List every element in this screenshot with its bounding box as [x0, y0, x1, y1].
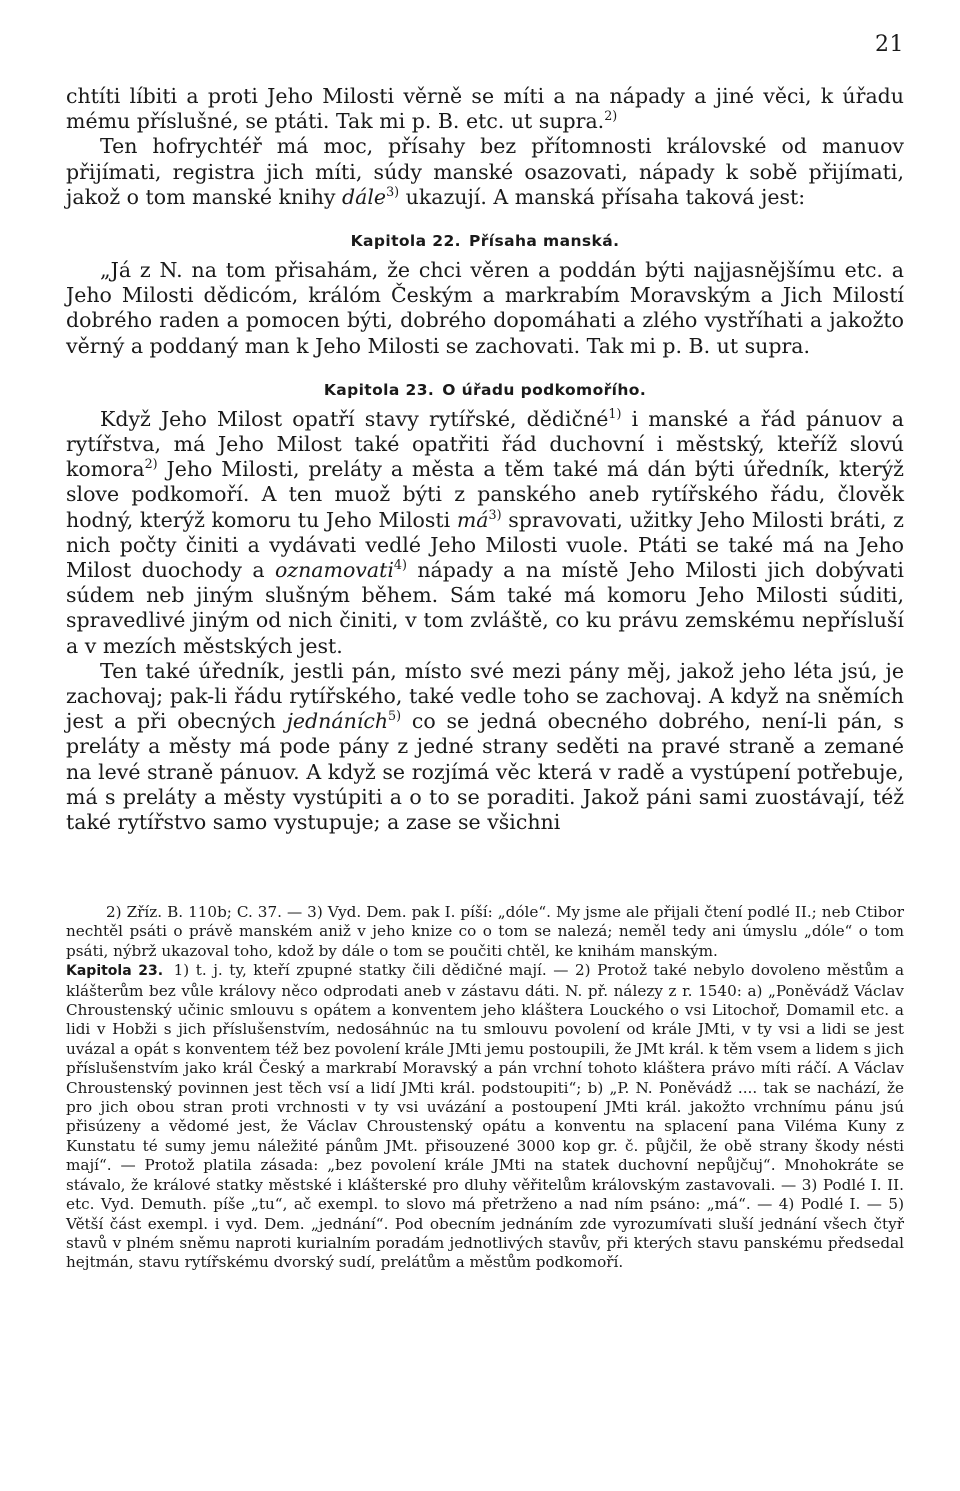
footnotes — [66, 903, 904, 1273]
footnote-ref: 4) — [393, 557, 407, 573]
footnote-ref: 2) — [144, 456, 158, 472]
italic-word: dále — [342, 184, 387, 209]
paragraph-5: Ten také úředník, jestli pán, místo své mezi pány měj, jakož jeho léta jsú, je zachovaj; pak-li řádu rytířského, také vedle toho se zachovaj. A když na sněmích jest a při obecných jednáních$^{5)}$ co se jedná obecného dobrého, není-li pán, s preláty a městy má pode pány z jedné strany seděti na pravé straně a zemané na levé straně pánuov. A když se rozjímá věc která v radě a vystúpení potřebuje, má s preláty a městy vystúpiti a o to se poraditi. Jakož páni sami zuostávají, též také rytířstvo samo vystupuje; a zase se všichni — [66, 658, 904, 835]
paragraph-2: Ten hofrychtéř má moc, přísahy bez přítomnosti královské od manuov přijímati, registra jich míti, súdy manské osazovati, nápady k sobě přijímati, jakož o tom manské knihy dále$^{3)}$ ukazují. A manská přísaha taková jest: — [66, 134, 904, 209]
footnote-ref: 1) — [608, 406, 622, 421]
page-number: 21 — [875, 32, 904, 57]
chapter-title: Přísaha manská. — [468, 232, 620, 251]
footnote-ref: 5) — [388, 708, 402, 724]
footnote-block-1: 2) Zříz. B. 110b; C. 37. — 3) Vyd. Dem. pak I. píší: „dóle“. My jsme ale přijali čtení podlé II.; neb Ctibor nechtěl psáti o právě manském aniž v jeho knize co o tom se nalezá; neměl tedy ani úmyslu „dóle“ o tom psáti, nýbrž ukazoval toho, kdož by dále o tom se poučiti chtěl, ke knihám manským. — [66, 903, 904, 960]
chapter-label: Kapitola 22. — [350, 232, 461, 251]
paragraph-1: chtíti líbiti a proti Jeho Milosti věrně se míti a na nápady a jiné věci, k úřadu mému příslušné, se ptáti. Tak mi p. B. etc. ut supra.$^{2)}$ — [66, 84, 904, 134]
italic-word: má — [456, 507, 489, 532]
paragraph-4: Když Jeho Milost opatří stavy rytířské, dědičné$^{1)}$ i manské a řád pánuov a rytířstva, má Jeho Milost také opatřiti řád duchovní i městský, kteříž slovú komora$^{2)}$ Jeho Milosti, preláty a města a těm také má dán býti úředník, kterýž slove podkomoří. A ten muož býti z panského aneb rytířského řádu, člověk hodný, kterýž komoru tu Jeho Milosti $má^{3)}$ spravovati, užitky Jeho Milosti bráti, z nich počty činiti a vydávati vedlé Jeho Milosti vuole. Ptáti se také má na Jeho Milost duochody a oznamovati$^{4)}$ nápady a na místě Jeho Milosti jich dobývati súdem neb jiným slušným během. Sám také má komoru Jeho Milosti súditi, spravedlivé jiným od nich činiti, v tom zvláště, co ku právu zemskému nepřísluší a v mezích městských jest. — [66, 406, 904, 658]
chapter-title: O úřadu podkomořího. — [442, 380, 647, 399]
footnote-block-2: Kapitola 23. 1) t. j. ty, kteří zpupné statky čili dědičné mají. — 2) Protož také nebylo dovoleno městům a klášterům bez vůle královy něco odprodati aneb v zástavu dáti. N. př. nálezy z r. 1540: a) „Poněvádž Václav Chroustenský učinic smlouvu s opátem a konventem jeho kláštera Louckého o vsi Litochoř, Domamil etc. a lidi v Hobži s jich příslušenstvím, nedosáhnúc na tu smlouvu povolení od krále JMti, v ty vsi a lidi se jest uvázal a opát s konventem též bez povolení krále JMti jemu postoupili, že JMt král. k těm vsem a lidem s jich příslušenstvím jako král Český a markrabí Moravský a pán vrchní tohoto kláštera právo míti ráčí. A Václav Chroustenský povinnen jest těch vsí a lidí JMti král. podstoupiti“; b) „P. N. Poněvádž .... tak se nachází, že pro jich obou stran proti vrchnosti v ty vsi uvázání a postoupení JMti král. jakožto vrchnímu pánu jsú přisúzeny a vědomé jest, že Václav Chroustenský opátu a konventu na splacení pana Viléma Kuny z Kunstatu té sumy jemu náležité pánům JMt. přisouzené 3000 kop gr. č. půjčil, že obě strany škody nésti mají“. — Protož platila zásada: „bez povolení krále JMti na statek duchovní nepůjčuj“. Mnohokráte se stávalo, že králové statky městské i klášterské pro dluhy věřitelům královským zastavovali. — 3) Podlé I. II. etc. Vyd. Demuth. píše „tu“, ač exempl. to slovo má přetrženo a nad ním psáno: „má“. — 4) Podlé I. — 5) Větší část exempl. i vyd. Dem. „jednání“. Pod obecním jednáním zde vyrozumívati sluší jednání všech čtyř stavů v plném sněmu naproti kurialním poradám jednotlivých stavův, při kterých stavu panskému předsedal hejtmán, stavu rytířskému dvorský sudí, prelátům a městům podkomoří. — [66, 961, 905, 1272]
italic-word: oznamovati — [274, 558, 394, 583]
footnote-ref: 3) — [386, 183, 400, 199]
footnote-chapter-label: Kapitola 23. — [66, 963, 164, 980]
italic-word: jednáních — [286, 709, 389, 734]
chapter-heading-22 — [66, 230, 904, 252]
chapter-heading-23 — [66, 379, 904, 401]
paragraph-3: „Já z N. na tom přisahám, že chci věren a poddán býti najjasnějšímu etc. a Jeho Milosti dědicóm, králóm Českým a markrabím Moravským a Jich Milostí dobrého raden a pomocen býti, dobrého dopomáhati a zlého vystříhati a jakožto věrný a poddaný man k Jeho Milosti se zachovati. Tak mi p. B. ut supra. — [66, 258, 904, 358]
main-text — [66, 84, 904, 835]
footnote-ref: 2) — [604, 108, 618, 124]
chapter-label: Kapitola 23. — [323, 380, 435, 399]
footnote-ref: 3) — [488, 506, 502, 522]
